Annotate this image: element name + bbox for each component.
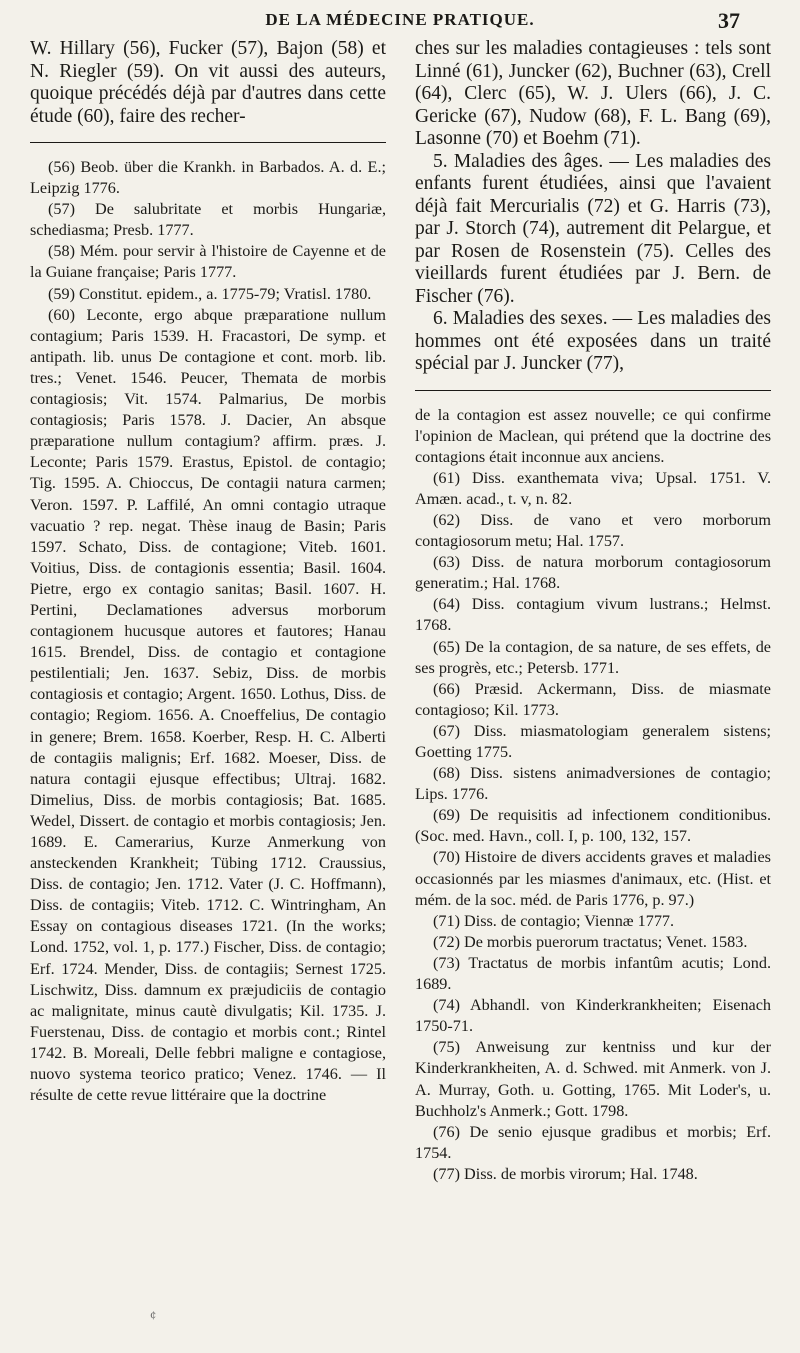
left-footnotes [30, 157, 386, 1106]
footnote-divider-left [30, 142, 386, 143]
footnote-69: (69) De requisitis ad infectionem conditionibus. (Soc. med. Havn., coll. I, p. 100, 132, 157. [415, 806, 771, 846]
footnote-60-continuation: de la contagion est assez nouvelle; ce qui confirme l'opinion de Maclean, qui prétend que la doctrine des contagions était inconnue aux anciens. [415, 405, 771, 466]
footnote-59: (59) Constitut. epidem., a. 1775-79; Vratisl. 1780. [48, 284, 372, 303]
footnote-77: (77) Diss. de morbis virorum; Hal. 1748. [433, 1164, 698, 1183]
footnote-75: (75) Anweisung zur kentniss und kur der Kinderkrankheiten, A. d. Schwed. mit Anmerk. von J. A. Murray, Goth. u. Gotting, 1765. Mit Loder's, u. Buchholz's Anmerk.; Gott. 1798. [415, 1038, 771, 1120]
right-body-paragraph-2: 5. Maladies des âges. — Les maladies des enfants furent étudiées, ainsi que l'avaient déjà fait Mercurialis (72) et G. Harris (73), par J. Storch (74), autrement dit Pelargue, et par Rosen de Rosenstein (75). Celles des vieillards furent étudiées par J. Bern. de Fischer (76). [415, 150, 771, 307]
footnote-62: (62) Diss. de vano et vero morborum contagiosorum metu; Hal. 1757. [415, 510, 771, 551]
left-body-paragraph: W. Hillary (56), Fucker (57), Bajon (58) et N. Riegler (59). On vit aussi des auteurs, quoique précédés déjà par d'autres dans cette étude (60), faire des recher- [30, 38, 386, 127]
footnote-56: (56) Beob. über die Krankh. in Barbados. A. d. E.; Leipzig 1776. [30, 158, 386, 198]
right-column [415, 38, 771, 1185]
footnote-63: (63) Diss. de natura morborum contagiosorum generatim.; Hal. 1768. [415, 553, 771, 593]
footnote-64: (64) Diss. contagium vivum lustrans.; Helmst. 1768. [415, 595, 771, 635]
footnote-58: (58) Mém. pour servir à l'histoire de Cayenne et de la Guiane française; Paris 1777. [30, 242, 386, 282]
right-footnotes [415, 405, 771, 1185]
footnote-68: (68) Diss. sistens animadversiones de contagio; Lips. 1776. [415, 764, 771, 804]
footnote-57: (57) De salubritate et morbis Hungariæ, schediasma; Presb. 1777. [30, 200, 386, 240]
footnote-71: (71) Diss. de contagio; Viennæ 1777. [433, 911, 675, 930]
footnote-72: (72) De morbis puerorum tractatus; Venet. 1583. [433, 932, 748, 951]
footnote-70: (70) Histoire de divers accidents graves et maladies occasionnés par les miasmes d'animaux, etc. (Hist. et mém. de la soc. méd. de Paris 1776, p. 97.) [415, 848, 771, 909]
right-body-paragraph-3: 6. Maladies des sexes. — Les maladies des hommes ont été exposées dans un traité spécial par J. Juncker (77), [415, 308, 771, 374]
footnote-65: (65) De la contagion, de sa nature, de ses effets, de ses progrès, etc.; Petersb. 1771. [415, 637, 771, 677]
left-column [30, 38, 386, 1106]
footnote-61: (61) Diss. exanthemata viva; Upsal. 1751. V. Amæn. acad., t. v, n. 82. [415, 468, 771, 508]
running-title: DE LA MÉDECINE PRATIQUE. [265, 10, 535, 29]
footer-mark: ¢ [150, 1310, 157, 1321]
footnote-73: (73) Tractatus de morbis infantûm acutis; Lond. 1689. [415, 953, 771, 994]
footnote-divider-right [415, 390, 771, 391]
left-body-text [30, 38, 386, 128]
right-body-paragraph-1: ches sur les maladies contagieuses : tels sont Linné (61), Juncker (62), Buchner (63), Crell (64), Clerc (65), W. J. Ulers (66), J. C. Gericke (67), Nudow (68), F. L. Bang (69), Lasonne (70) et Boehm (71). [415, 38, 771, 149]
page-number: 37 [718, 8, 740, 33]
footnote-74: (74) Abhandl. von Kinderkrankheiten; Eisenach 1750-71. [415, 996, 771, 1036]
footnote-60: (60) Leconte, ergo abque præparatione nullum contagium; Paris 1539. H. Fracastori, De symp. et antipath. lib. unus De contagione et cont. morb. lib. tres.; Venet. 1546. Peucer, Themata de morbis contagiosis; Vit. 1574. Palmarius, De morbis contagiosis; Paris 1578. J. Dacier, An absque præparatione nullum contagium? affirm. præs. J. Leconte; Paris 1579. Erastus, Epistol. de contagio; Tig. 1595. A. Chioccus, De contagii natura carmen; Veron. 1597. P. Laffilé, An omni contagio utraque vacuatio ? rep. negat. Thèse inaug de Basin; Paris 1597. Schato, Diss. de contagione; Viteb. 1601. Voitius, Diss. de contagionis essentia; Basil. 1604. Pietre, ergo ex contagio sanitas; Basil. 1607. H. Pertini, Declamationes adversus morborum contagionem hucusque autores et fautores; Hanau 1615. Brendel, Diss. de contagio et contagione pestilentiali; Jen. 1637. Sebiz, Diss. de morbis contagiosis et contagio; Argent. 1650. Lothus, Diss. de contagio; Regiom. 1656. A. Cnoeffelius, De contagio in genere; Brem. 1658. Koerber, Resp. H. C. Alberti de contagiis malignis; Erf. 1682. Moeser, Diss. de natura contagii ejusque effectibus; Ultraj. 1682. Dimelius, Diss. de morbis contagiosis; Bat. 1685. Wedel, Dissert. de contagio et morbis contagiosis; Jen. 1689. E. Camerarius, Kurze Anmerkung von ansteckenden Krankheit; Tübing 1712. Craussius, Diss. de contagio; Jen. 1712. Vater (J. C. Hoffmann), Diss. de contagiis; Viteb. 1712. C. Wintringham, An Essay on contagious diseases 1721. (In the works; Lond. 1752, vol. 1, p. 177.) Fischer, Diss. de contagio; Erf. 1724. Mender, Diss. de contagiis; Sernest 1725. Lischwitz, Diss. damnum ex præjudiciis de contagio ac malignitate, minus cautè divulgatis; Kil. 1735. J. Fuerstenau, Diss. de contagio et morbis cont.; Rintel 1742. B. Moreali, Delle febbri maligne e contagiose, nuovo systema teorico pratico; Venez. 1746. — Il résulte de cette revue littéraire que la doctrine [30, 305, 386, 1105]
page-header [0, 8, 800, 36]
footnote-76: (76) De senio ejusque gradibus et morbis; Erf. 1754. [415, 1122, 771, 1162]
right-body-text [415, 38, 771, 376]
footnote-67: (67) Diss. miasmatologiam generalem sistens; Goetting 1775. [415, 721, 771, 761]
footnote-66: (66) Præsid. Ackermann, Diss. de miasmate contagioso; Kil. 1773. [415, 679, 771, 719]
